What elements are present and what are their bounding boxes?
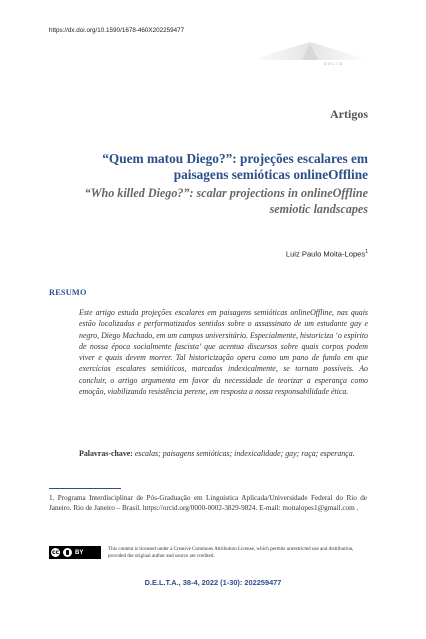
footnote-rule	[49, 488, 121, 489]
article-title-en: “Who killed Diego?”: scalar projections in onlineOffline semiotic landscapes	[84, 186, 368, 216]
author-name: Luiz Paulo Moita-Lopes	[285, 249, 366, 259]
article-title-pt: “Quem matou Diego?”: projeções escalares em paisagens semióticas onlineOffline	[102, 151, 368, 182]
keywords-label: Palavras-chave:	[79, 449, 133, 458]
keywords-list: escalas; paisagens semióticas; indexicalidade; gay; raça; esperança.	[134, 449, 355, 458]
delta-logo	[250, 38, 370, 68]
abstract-text: Este artigo estuda projeções escalares em paisagens semióticas onlineOffline, nas quais estão localizados e performatizados sentidos sobre o assassinato de um estudante gay e negro, Diego Machado, em um campus universitário. Especialmente, historiciza ‘o espírito de nossa época socialmente fascista’ que acentua discursos sobre quais corpos podem viver e quais devem morrer. Tal historicização opera como um pano de fundo em que exercícios escalares semióticos, marcados indexicalmente, se tornam possíveis. Ao concluir, o artigo argumenta em favor da necessidade de teorizar a esperança como emoção, viabilizando resistência perene, em resposta a nossa responsabilidade ética.	[79, 308, 368, 397]
section-label: Artigos	[330, 107, 368, 121]
journal-reference: D.E.L.T.A., 38-4, 2022 (1-30): 202259477	[144, 578, 282, 587]
doi-link[interactable]: https://dx.doi.org/10.1590/1678-460X202259477	[49, 27, 185, 34]
cc-license-badge[interactable]	[49, 546, 101, 559]
svg-text:DELTA: DELTA	[324, 61, 344, 66]
creative-commons-icon: cc	[51, 549, 60, 556]
attribution-person-icon	[63, 548, 72, 557]
footnote-text: 1. Programa Interdisciplinar de Pós-Graduação em Linguística Aplicada/Universidade Federal do Rio de Janeiro. Rio de Janeiro – Brasil. https://orcid.org/0000-0002-3829-9824. E-mail: moitalopes1@gmail.com .	[49, 494, 367, 512]
license-text: This content is licensed under a Creative Commons Attribution License, which permits unrestricted use and distribution, provided the original author and source are credited.	[108, 546, 354, 559]
author-line	[286, 249, 368, 259]
keywords	[79, 448, 368, 459]
author-footnote-mark: 1	[365, 249, 368, 255]
cc-badge-label: BY	[75, 549, 84, 556]
resumo-heading: RESUMO	[49, 288, 87, 297]
